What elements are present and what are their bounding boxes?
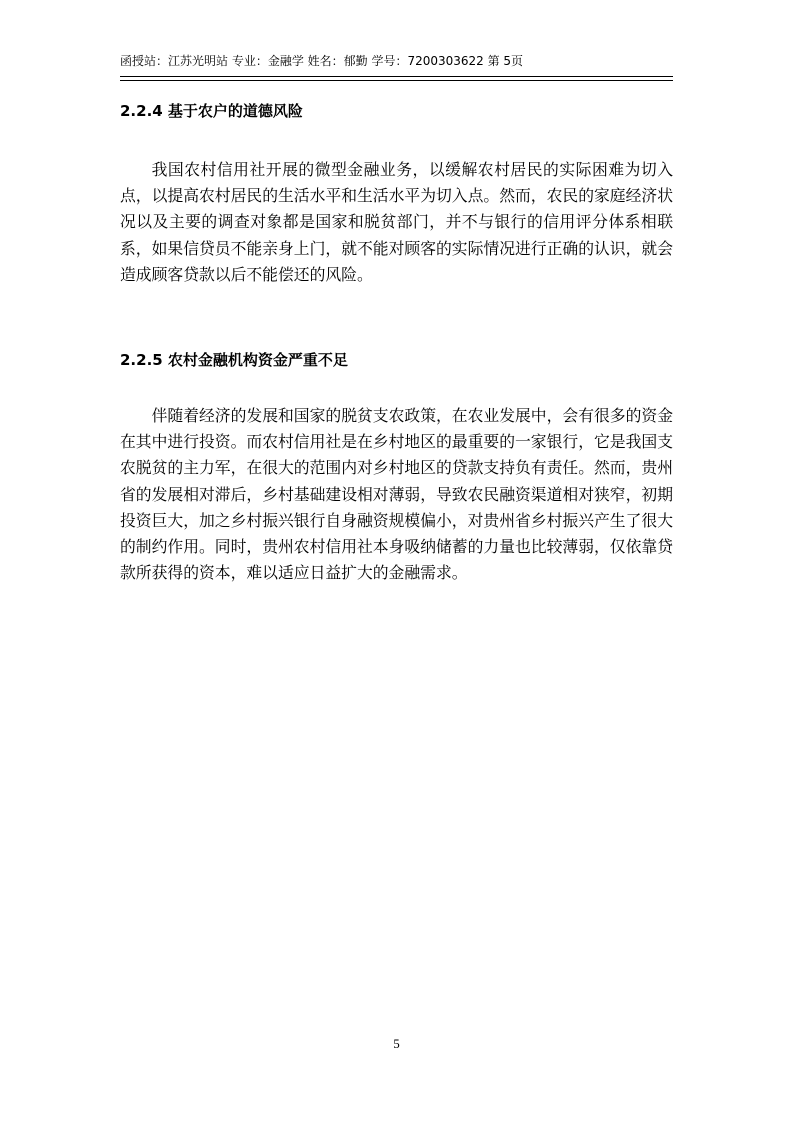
page-number: 5 bbox=[393, 1036, 400, 1051]
section-paragraph-2-2-4: 我国农村信用社开展的微型金融业务，以缓解农村居民的实际困难为切入点，以提高农村居民的生活水平和生活水平为切入点。然而，农民的家庭经济状况以及主要的调查对象都是国家和脱贫部门，并不与银行的信用评分体系相联系，如果信贷员不能亲身上门，就不能对顾客的实际情况进行正确的认识，就会造成顾客贷款以后不能偿还的风险。 bbox=[120, 160, 673, 284]
section-paragraph-2-2-5: 伴随着经济的发展和国家的脱贫支农政策，在农业发展中，会有很多的资金在其中进行投资。而农村信用社是在乡村地区的最重要的一家银行，它是我国支农脱贫的主力军，在很大的范围内对乡村地区的贷款支持负有责任。然而，贵州省的发展相对滞后，乡村基础建设相对薄弱，导致农民融资渠道相对狭窄，初期投资巨大，加之乡村振兴银行自身融资规模偏小，对贵州省乡村振兴产生了很大的制约作用。同时，贵州农村信用社本身吸纳储蓄的力量也比较薄弱，仅依靠贷款所获得的资本，难以适应日益扩大的金融需求。 bbox=[120, 406, 673, 583]
section-title-2-2-4: 2.2.4 基于农户的道德风险 bbox=[120, 102, 303, 120]
header-divider-top bbox=[120, 76, 673, 77]
page-header: 函授站：江苏光明站 专业：金融学 姓名：郁勤 学号：7200303622 第 5页 bbox=[120, 54, 524, 68]
header-divider-bottom bbox=[120, 80, 673, 81]
section-title-2-2-5: 2.2.5 农村金融机构资金严重不足 bbox=[120, 351, 348, 369]
